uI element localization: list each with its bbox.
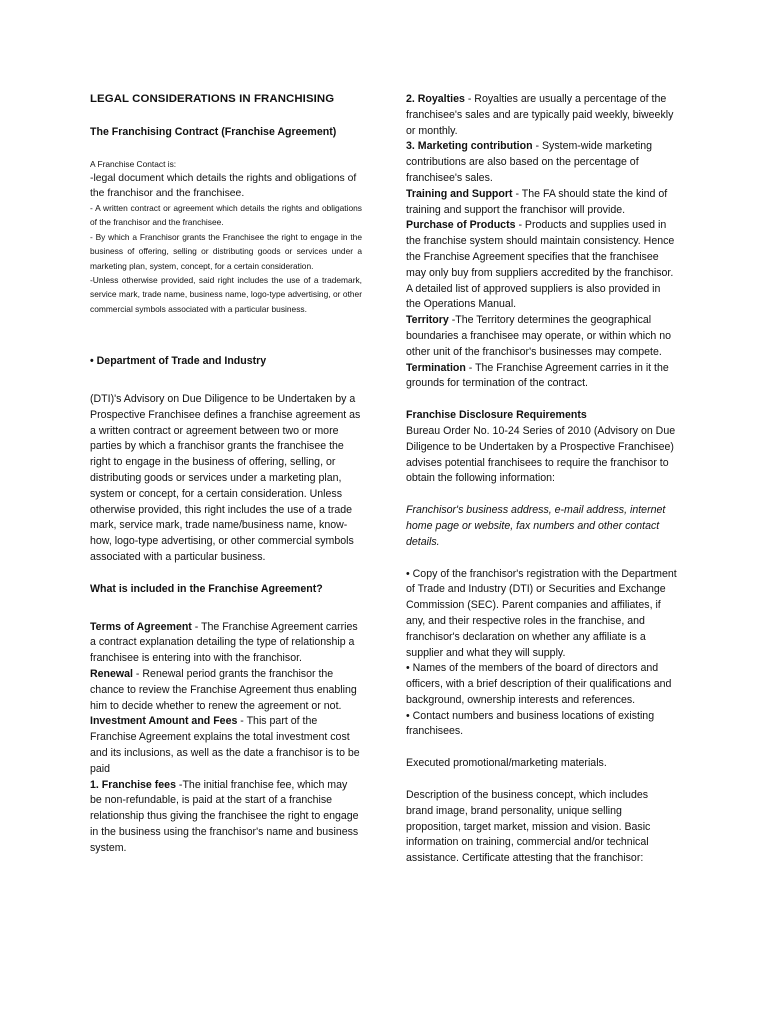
marketing-paragraph <box>406 139 678 186</box>
franchise-contact-definition-2: - A written contract or agreement which details the rights and obligations of the franchisor and the franchisee. <box>90 203 362 228</box>
marketing-text: - System-wide marketing contributions are also based on the percentage of franchisee's sales. <box>406 140 653 184</box>
royalties-label: 2. Royalties <box>406 93 465 105</box>
franchisees-bullet: • Contact numbers and business locations of existing franchisees. <box>406 709 655 738</box>
termination-label: Termination <box>406 361 466 374</box>
left-column <box>90 92 362 857</box>
royalties-text: - Royalties are usually a percentage of the franchisee's sales and are typically paid weekly, biweekly or monthly. <box>406 93 674 137</box>
franchise-contact-definition-1: -legal document which details the rights and obligations of the franchisor and the franchisee. <box>90 173 357 199</box>
purchase-label: Purchase of Products <box>406 219 516 232</box>
royalties-paragraph <box>406 92 678 139</box>
included-heading: What is included in the Franchise Agreement? <box>90 582 323 595</box>
dti-heading: • Department of Trade and Industry <box>90 355 267 368</box>
training-label: Training and Support <box>406 187 513 200</box>
board-members-bullet: • Names of the members of the board of directors and officers, with a brief description of their qualifications and background, ownership interests and references. <box>406 662 672 706</box>
promotional-materials-paragraph: Executed promotional/marketing materials. <box>406 757 607 770</box>
renewal-text: - Renewal period grants the franchisor the chance to review the Franchise Agreement thus enabling him to decide whether to renew the agreement or not. <box>90 668 357 712</box>
territory-text: -The Territory determines the geographical boundaries a franchisee may operate, or within which no other unit of the franchisor's businesses may compete. <box>406 314 671 358</box>
disclosure-heading: Franchise Disclosure Requirements <box>406 409 587 422</box>
disclosure-paragraph: Bureau Order No. 10-24 Series of 2010 (Advisory on Due Diligence to be Undertaken by a Prospective Franchisee) advises potential franchisees to require the franchisor to obtain the following information: <box>406 424 676 485</box>
termination-paragraph <box>406 361 678 393</box>
document-title: LEGAL CONSIDERATIONS IN FRANCHISING <box>90 93 335 105</box>
investment-text: - This part of the Franchise Agreement explains the total investment cost and its inclusions, as well as the date a franchisor is to be paid <box>90 715 360 775</box>
investment-label: Investment Amount and Fees <box>90 715 238 728</box>
training-paragraph <box>406 187 678 219</box>
termination-text: - The Franchise Agreement carries in it the grounds for termination of the contract. <box>406 361 669 390</box>
fees-label: 1. Franchise fees <box>90 778 176 791</box>
contact-details-paragraph: Franchisor's business address, e-mail address, internet home page or website, fax numbers and other contact details. <box>406 504 666 548</box>
dti-paragraph: (DTI)'s Advisory on Due Diligence to be Undertaken by a Prospective Franchisee defines a franchise agreement as a written contract or agreement between two or more parties by which a franchisor grants the franchisee the right to engage in the business of offering, selling, or distributing goods or services under a marketing plan, system or concept, for a certain consideration. Unless otherwise provided, this right includes the use of a trade mark, service mark, trade name/business name, know-how, logo-type advertising, or other commercial symbols associated with a particular business. <box>90 393 361 564</box>
renewal-paragraph <box>90 667 362 714</box>
right-column <box>406 92 678 867</box>
franchise-contact-definition-4: -Unless otherwise provided, said right includes the use of a trademark, service mark, trade name, business name, logo-type advertising, or other commercial symbols associated with a particular business. <box>90 275 362 314</box>
franchise-contact-definition-3: - By which a Franchisor grants the Franchisee the right to engage in the business of offering, selling or distributing goods or services under a marketing plan, system, concept, for a certain consideration. <box>90 231 362 271</box>
training-text: - The FA should state the kind of training and support the franchisor will provide. <box>406 187 668 216</box>
investment-paragraph <box>90 714 362 777</box>
section-heading-franchising-contract: The Franchising Contract (Franchise Agreement) <box>90 125 337 138</box>
purchase-text: - Products and supplies used in the franchise system should maintain consistency. Hence the Franchise Agreement specifies that the franchisee may only buy from suppliers accredited by the franchisor. A detailed list of approved suppliers is also provided in the Operations Manual. <box>406 219 675 311</box>
franchise-fees-paragraph <box>90 778 362 857</box>
territory-paragraph <box>406 313 678 360</box>
terms-label: Terms of Agreement <box>90 620 192 633</box>
franchise-contact-intro: A Franchise Contact is: <box>90 158 177 169</box>
renewal-label: Renewal <box>90 668 133 680</box>
business-concept-paragraph: Description of the business concept, which includes brand image, brand personality, unique selling proposition, target market, mission and vision. Basic information on training, commercial and/or technical assistance. Certificate attesting that the franchisor: <box>406 789 651 865</box>
registration-bullet: • Copy of the franchisor's registration with the Department of Trade and Industry (DTI) or Securities and Exchange Commission (SEC). Parent companies and affiliates, if any, and their respective roles in the franchise, and franchisor's declaration on whether any affiliate is a supplier and what they will supply. <box>406 567 677 659</box>
terms-of-agreement-paragraph <box>90 620 362 667</box>
fees-text: -The initial franchise fee, which may be non-refundable, is paid at the start of a franchise relationship thus giving the franchisee the right to engage in the business using the franchisor's name and business system. <box>90 778 359 854</box>
territory-label: Territory <box>406 314 449 327</box>
terms-text: - The Franchise Agreement carries a contract explanation detailing the type of relationship a franchisee is entering into with the franchisor. <box>90 620 358 665</box>
marketing-label: 3. Marketing contribution <box>406 140 533 153</box>
purchase-paragraph <box>406 218 678 313</box>
